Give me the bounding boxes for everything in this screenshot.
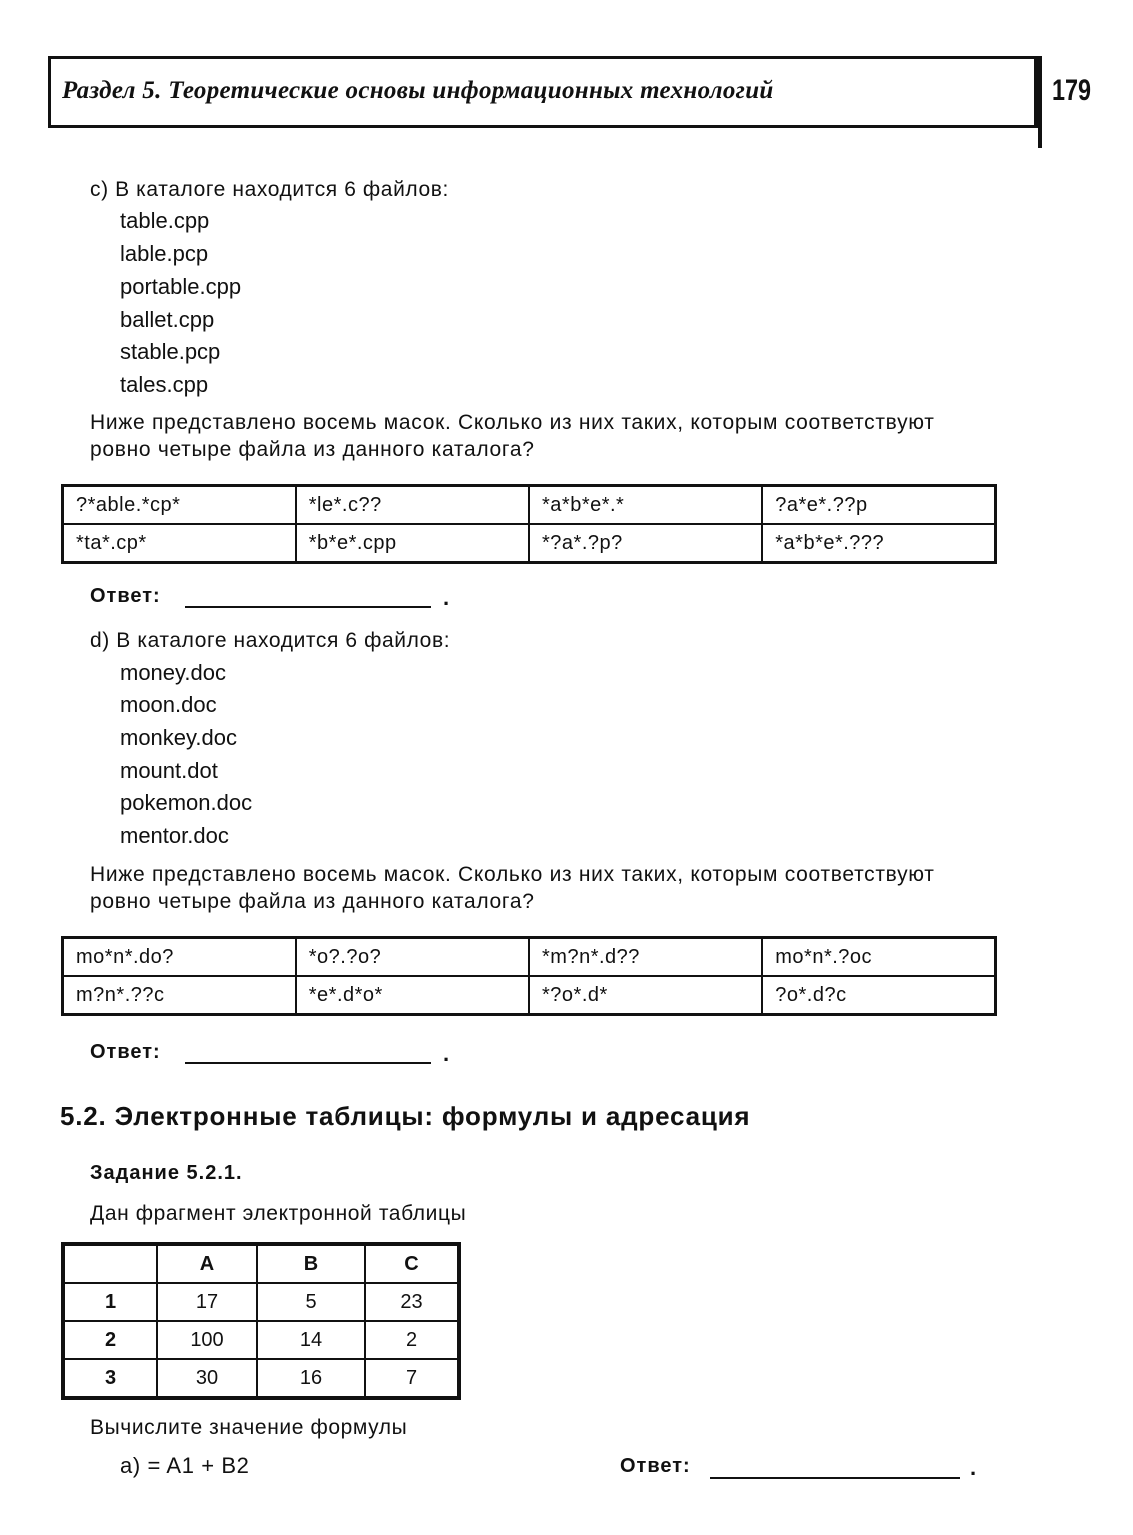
part-c-mask-table bbox=[61, 484, 997, 564]
file-item: mentor.doc bbox=[120, 823, 229, 848]
file-item: portable.cpp bbox=[120, 274, 242, 299]
mask-cell: *le*.c?? bbox=[296, 486, 529, 525]
answer-label: Ответ: bbox=[90, 1041, 161, 1063]
mask-cell: *?a*.?p? bbox=[529, 524, 762, 563]
question-line: ровно четыре файла из данного каталога? bbox=[90, 890, 535, 913]
table-row bbox=[63, 524, 996, 563]
table-row bbox=[63, 1283, 459, 1321]
table-cell: 7 bbox=[365, 1359, 459, 1398]
formula-a: a) = A1 + B2 bbox=[120, 1453, 250, 1478]
table-cell: 14 bbox=[257, 1321, 365, 1359]
mask-cell: ?o*.d?c bbox=[762, 976, 995, 1015]
part-d-mask-table bbox=[61, 936, 997, 1016]
page-number: 179 bbox=[1052, 74, 1092, 107]
part-d-intro: d) В каталоге находится 6 файлов: bbox=[90, 629, 451, 652]
table-cell: 23 bbox=[365, 1283, 459, 1321]
table-row bbox=[63, 976, 996, 1015]
column-header: B bbox=[257, 1244, 365, 1283]
file-item: monkey.doc bbox=[120, 725, 237, 750]
row-header: 1 bbox=[63, 1283, 157, 1321]
table-row bbox=[63, 1359, 459, 1398]
mask-cell: *ta*.cp* bbox=[63, 524, 296, 563]
table-row bbox=[63, 1321, 459, 1359]
file-item: mount.dot bbox=[120, 758, 218, 783]
answer-dot: . bbox=[443, 585, 450, 610]
column-header: C bbox=[365, 1244, 459, 1283]
mask-cell: *m?n*.d?? bbox=[529, 938, 762, 977]
mask-cell: mo*n*.do? bbox=[63, 938, 296, 977]
corner-cell bbox=[63, 1244, 157, 1283]
file-item: ballet.cpp bbox=[120, 307, 215, 332]
file-item: tales.cpp bbox=[120, 372, 209, 397]
question-line: ровно четыре файла из данного каталога? bbox=[90, 438, 535, 461]
mask-cell: *e*.d*o* bbox=[296, 976, 529, 1015]
table-cell: 16 bbox=[257, 1359, 365, 1398]
mask-cell: *a*b*e*.??? bbox=[762, 524, 995, 563]
row-header: 3 bbox=[63, 1359, 157, 1398]
column-header: A bbox=[157, 1244, 257, 1283]
file-item: stable.pcp bbox=[120, 339, 221, 364]
part-c-intro: c) В каталоге находится 6 файлов: bbox=[90, 178, 449, 201]
part-c-question bbox=[90, 409, 1040, 463]
file-item: pokemon.doc bbox=[120, 790, 253, 815]
spreadsheet-fragment bbox=[61, 1242, 461, 1400]
mask-cell: ?a*e*.??p bbox=[762, 486, 995, 525]
mask-cell: m?n*.??c bbox=[63, 976, 296, 1015]
table-cell: 30 bbox=[157, 1359, 257, 1398]
task-intro: Дан фрагмент электронной таблицы bbox=[90, 1202, 467, 1225]
answer-dot: . bbox=[443, 1041, 450, 1066]
compute-prompt: Вычислите значение формулы bbox=[90, 1416, 408, 1439]
mask-cell: *b*e*.cpp bbox=[296, 524, 529, 563]
table-cell: 17 bbox=[157, 1283, 257, 1321]
mask-cell: ?*able.*cp* bbox=[63, 486, 296, 525]
row-header: 2 bbox=[63, 1321, 157, 1359]
question-line: Ниже представлено восемь масок. Сколько из них таких, которым соответствуют bbox=[90, 863, 935, 886]
answer-dot: . bbox=[970, 1455, 977, 1480]
mask-cell: *o?.?o? bbox=[296, 938, 529, 977]
answer-blank[interactable] bbox=[185, 1062, 431, 1064]
answer-blank[interactable] bbox=[185, 606, 431, 608]
chapter-title: Раздел 5. Теоретические основы информационных технологий bbox=[62, 77, 774, 104]
answer-label: Ответ: bbox=[90, 585, 161, 607]
mask-cell: *a*b*e*.* bbox=[529, 486, 762, 525]
mask-cell: mo*n*.?oc bbox=[762, 938, 995, 977]
table-cell: 100 bbox=[157, 1321, 257, 1359]
answer-label: Ответ: bbox=[620, 1455, 691, 1477]
file-item: lable.pcp bbox=[120, 241, 209, 266]
section-title: 5.2. Электронные таблицы: формулы и адресация bbox=[60, 1101, 751, 1131]
file-item: moon.doc bbox=[120, 692, 217, 717]
file-item: money.doc bbox=[120, 660, 226, 685]
table-cell: 2 bbox=[365, 1321, 459, 1359]
table-cell: 5 bbox=[257, 1283, 365, 1321]
mask-cell: *?o*.d* bbox=[529, 976, 762, 1015]
task-title: Задание 5.2.1. bbox=[90, 1162, 243, 1184]
question-line: Ниже представлено восемь масок. Сколько из них таких, которым соответствуют bbox=[90, 411, 935, 434]
part-d-question bbox=[90, 861, 1040, 915]
table-header-row bbox=[63, 1244, 459, 1283]
file-item: table.cpp bbox=[120, 208, 210, 233]
table-row bbox=[63, 938, 996, 977]
table-row bbox=[63, 486, 996, 525]
answer-blank[interactable] bbox=[710, 1477, 960, 1479]
header-rule bbox=[1038, 56, 1042, 148]
